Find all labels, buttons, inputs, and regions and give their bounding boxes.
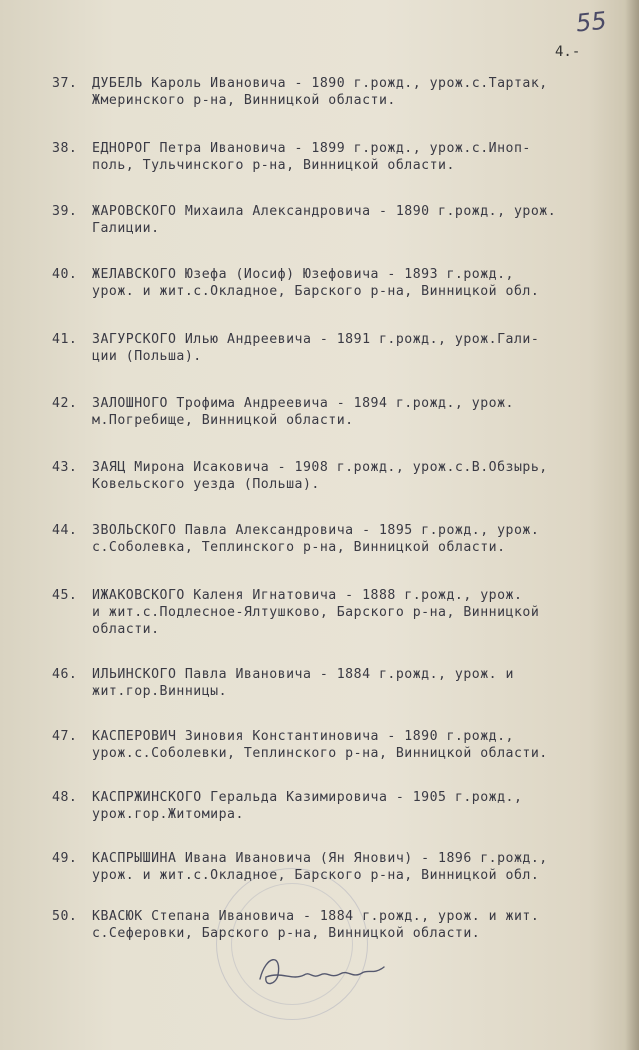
entry-number: 46. <box>52 667 78 682</box>
entry-line: с.Соболевка, Теплинского р-на, Винницкой области. <box>92 540 506 555</box>
entry-number: 41. <box>52 332 78 347</box>
entry-line: с.Сеферовки, Барского р-на, Винницкой области. <box>92 926 481 941</box>
entry-number: 43. <box>52 460 78 475</box>
entry-line: области. <box>92 622 160 637</box>
entry-line: м.Погребище, Винницкой области. <box>92 413 354 428</box>
entry-line: КАСПЕРОВИЧ Зиновия Константиновича - 1890 г.рожд., <box>92 729 514 744</box>
entry-line: ции (Польша). <box>92 349 202 364</box>
entry-line: урож. и жит.с.Окладное, Барского р-на, Винницкой обл. <box>92 868 540 883</box>
entry-line: ИЛЬИНСКОГО Павла Ивановича - 1884 г.рожд., урож. и <box>92 667 514 682</box>
entry-line: Галиции. <box>92 221 160 236</box>
entry-number: 42. <box>52 396 78 411</box>
entry-line: поль, Тульчинского р-на, Винницкой области. <box>92 158 455 173</box>
entry-line: ЖАРОВСКОГО Михаила Александровича - 1890 г.рожд., урож. <box>92 204 557 219</box>
folio-number: 55 <box>574 6 608 38</box>
entry-line: ЖЕЛАВСКОГО Юзефа (Иосиф) Юзефовича - 1893 г.рожд., <box>92 267 514 282</box>
page-number: 4.- <box>555 44 581 60</box>
entry-line: ЗАЛОШНОГО Трофима Андреевича - 1894 г.рожд., урож. <box>92 396 514 411</box>
entry-number: 44. <box>52 523 78 538</box>
entry-line: Жмеринского р-на, Винницкой области. <box>92 93 396 108</box>
official-stamp <box>216 868 368 1020</box>
entry-line: ДУБЕЛЬ Кароль Ивановича - 1890 г.рожд., урож.с.Тартак, <box>92 76 548 91</box>
entry-number: 38. <box>52 141 78 156</box>
entry-number: 47. <box>52 729 78 744</box>
entry-line: урож.с.Соболевки, Теплинского р-на, Винницкой области. <box>92 746 548 761</box>
entry-number: 37. <box>52 76 78 91</box>
entry-line: ЗВОЛЬСКОГО Павла Александровича - 1895 г.рожд., урож. <box>92 523 540 538</box>
entry-line: урож.гор.Житомира. <box>92 807 244 822</box>
entry-number: 39. <box>52 204 78 219</box>
entry-number: 49. <box>52 851 78 866</box>
entry-line: КАСПРЖИНСКОГО Геральда Казимировича - 1905 г.рожд., <box>92 790 523 805</box>
entry-line: ЗАЯЦ Мирона Исаковича - 1908 г.рожд., урож.с.В.Обзырь, <box>92 460 548 475</box>
entry-number: 45. <box>52 588 78 603</box>
entry-line: ИЖАКОВСКОГО Каленя Игнатовича - 1888 г.рожд., урож. <box>92 588 523 603</box>
entry-number: 40. <box>52 267 78 282</box>
entry-line: и жит.с.Подлесное-Ялтушково, Барского р-на, Винницкой <box>92 605 540 620</box>
entry-line: ЕДНОРОГ Петра Ивановича - 1899 г.рожд., урож.с.Иноп- <box>92 141 531 156</box>
entry-line: урож. и жит.с.Окладное, Барского р-на, Винницкой обл. <box>92 284 540 299</box>
handwritten-signature <box>252 945 392 995</box>
entry-line: ЗАГУРСКОГО Илью Андреевича - 1891 г.рожд., урож.Гали- <box>92 332 540 347</box>
entry-line: КАСПРЫШИНА Ивана Ивановича (Ян Янович) - 1896 г.рожд., <box>92 851 548 866</box>
entry-number: 50. <box>52 909 78 924</box>
entry-line: жит.гор.Винницы. <box>92 684 228 699</box>
entry-number: 48. <box>52 790 78 805</box>
entry-line: КВАСЮК Степана Ивановича - 1884 г.рожд., урож. и жит. <box>92 909 540 924</box>
entry-line: Ковельского уезда (Польша). <box>92 477 320 492</box>
